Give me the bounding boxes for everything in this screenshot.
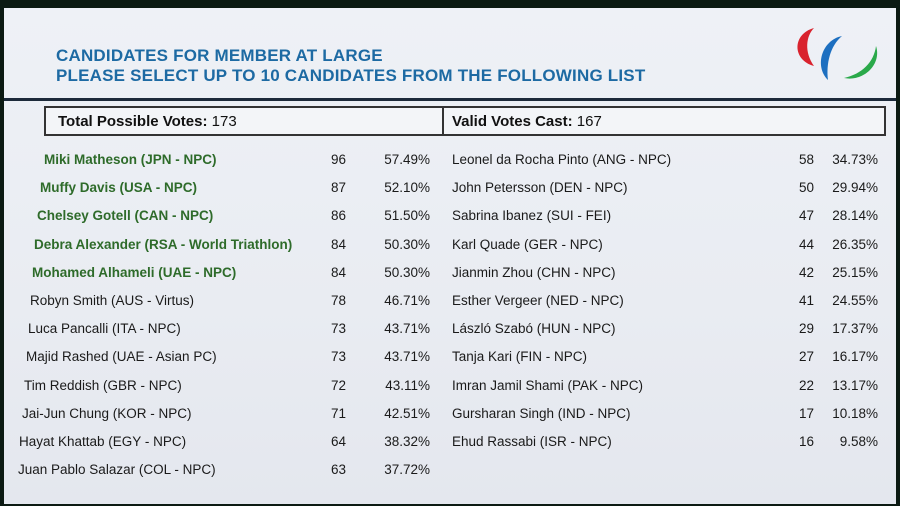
candidate-name: Sabrina Ibanez (SUI - FEI) xyxy=(452,208,612,223)
candidate-name: Imran Jamil Shami (PAK - NPC) xyxy=(452,378,644,393)
total-possible-votes xyxy=(58,113,237,130)
candidate-percentage: 51.50% xyxy=(384,208,430,223)
candidate-name: Leonel da Rocha Pinto (ANG - NPC) xyxy=(452,152,672,167)
results-screen xyxy=(4,8,896,504)
candidate-votes: 73 xyxy=(330,321,346,336)
candidate-votes: 16 xyxy=(798,434,814,449)
candidate-name: Gursharan Singh (IND - NPC) xyxy=(452,406,631,421)
candidate-percentage: 43.71% xyxy=(384,321,430,336)
candidate-name: Esther Vergeer (NED - NPC) xyxy=(452,293,624,308)
candidate-percentage: 50.30% xyxy=(384,237,430,252)
candidate-row xyxy=(4,462,896,484)
candidate-row xyxy=(4,349,896,371)
candidate-votes: 22 xyxy=(798,378,814,393)
candidate-percentage: 43.11% xyxy=(385,378,430,393)
candidate-votes: 27 xyxy=(798,349,814,364)
candidate-votes: 78 xyxy=(330,293,346,308)
candidate-percentage: 13.17% xyxy=(832,378,878,393)
candidate-percentage: 10.18% xyxy=(832,406,878,421)
candidate-percentage: 34.73% xyxy=(832,152,878,167)
candidate-name: Majid Rashed (UAE - Asian PC) xyxy=(26,349,217,364)
candidate-row xyxy=(4,434,896,456)
candidate-name: László Szabó (HUN - NPC) xyxy=(452,321,616,336)
candidate-name: Miki Matheson (JPN - NPC) xyxy=(44,152,217,167)
candidate-name: Luca Pancalli (ITA - NPC) xyxy=(28,321,181,336)
candidate-name: Ehud Rassabi (ISR - NPC) xyxy=(452,434,612,449)
candidate-votes: 29 xyxy=(798,321,814,336)
candidate-name: Jai-Jun Chung (KOR - NPC) xyxy=(22,406,192,421)
candidate-percentage: 46.71% xyxy=(384,293,430,308)
candidate-name: Hayat Khattab (EGY - NPC) xyxy=(19,434,187,449)
candidate-votes: 96 xyxy=(330,152,346,167)
candidate-votes: 73 xyxy=(330,349,346,364)
candidate-row xyxy=(4,208,896,230)
agitos-green-stroke xyxy=(844,46,877,79)
candidate-percentage: 24.55% xyxy=(832,293,878,308)
candidate-percentage: 37.72% xyxy=(384,462,430,477)
candidate-row xyxy=(4,406,896,428)
candidate-row xyxy=(4,293,896,315)
candidate-percentage: 50.30% xyxy=(384,265,430,280)
candidate-percentage: 17.37% xyxy=(832,321,878,336)
candidate-percentage: 28.14% xyxy=(832,208,878,223)
candidate-percentage: 38.32% xyxy=(384,434,430,449)
candidate-votes: 17 xyxy=(798,406,814,421)
valid-votes-cast xyxy=(452,113,602,130)
candidate-percentage: 25.15% xyxy=(832,265,878,280)
candidate-percentage: 29.94% xyxy=(832,180,878,195)
candidate-votes: 84 xyxy=(330,265,346,280)
candidate-votes: 42 xyxy=(798,265,814,280)
candidate-name: Jianmin Zhou (CHN - NPC) xyxy=(452,265,616,280)
candidate-votes: 84 xyxy=(330,237,346,252)
candidate-votes: 44 xyxy=(798,237,814,252)
candidate-votes: 47 xyxy=(798,208,814,223)
candidate-votes: 50 xyxy=(798,180,814,195)
candidate-name: Tanja Kari (FIN - NPC) xyxy=(452,349,588,364)
candidate-row xyxy=(4,180,896,202)
candidate-votes: 64 xyxy=(330,434,346,449)
candidate-name: Chelsey Gotell (CAN - NPC) xyxy=(37,208,214,223)
candidate-votes: 41 xyxy=(798,293,814,308)
candidate-votes: 87 xyxy=(330,180,346,195)
agitos-icon xyxy=(784,16,884,88)
candidate-name: John Petersson (DEN - NPC) xyxy=(452,180,628,195)
candidate-row xyxy=(4,152,896,174)
agitos-red-stroke xyxy=(798,28,815,66)
agitos-blue-stroke xyxy=(821,36,842,80)
header-divider xyxy=(4,98,896,101)
page-subtitle: PLEASE SELECT UP TO 10 CANDIDATES FROM THE FOLLOWING LIST xyxy=(56,66,646,85)
candidate-name: Debra Alexander (RSA - World Triathlon) xyxy=(34,237,293,252)
candidate-percentage: 43.71% xyxy=(384,349,430,364)
candidate-percentage: 57.49% xyxy=(384,152,430,167)
candidate-row xyxy=(4,237,896,259)
candidate-votes: 86 xyxy=(330,208,346,223)
candidate-name: Mohamed Alhameli (UAE - NPC) xyxy=(32,265,237,280)
header xyxy=(4,8,896,104)
total-votes-label: Total Possible Votes: xyxy=(58,113,208,130)
candidate-votes: 71 xyxy=(330,406,346,421)
candidate-votes: 63 xyxy=(330,462,346,477)
valid-votes-label: Valid Votes Cast: xyxy=(452,113,573,130)
page-title: CANDIDATES FOR MEMBER AT LARGE xyxy=(56,46,383,65)
candidate-name: Tim Reddish (GBR - NPC) xyxy=(24,378,182,393)
candidate-percentage: 9.58% xyxy=(839,434,878,449)
candidate-name: Robyn Smith (AUS - Virtus) xyxy=(30,293,195,308)
candidate-name: Juan Pablo Salazar (COL - NPC) xyxy=(18,462,216,477)
candidate-row xyxy=(4,265,896,287)
total-votes-value: 173 xyxy=(211,113,237,130)
candidate-percentage: 52.10% xyxy=(384,180,430,195)
candidate-votes: 72 xyxy=(330,378,346,393)
candidate-row xyxy=(4,321,896,343)
candidate-name: Karl Quade (GER - NPC) xyxy=(452,237,603,252)
candidate-votes: 58 xyxy=(798,152,814,167)
valid-votes-value: 167 xyxy=(576,113,602,130)
candidate-percentage: 26.35% xyxy=(832,237,878,252)
vote-summary-bar xyxy=(44,106,886,136)
candidate-percentage: 16.17% xyxy=(832,349,878,364)
candidate-percentage: 42.51% xyxy=(384,406,430,421)
candidate-name: Muffy Davis (USA - NPC) xyxy=(40,180,198,195)
candidate-row xyxy=(4,378,896,400)
summary-divider xyxy=(442,108,444,134)
